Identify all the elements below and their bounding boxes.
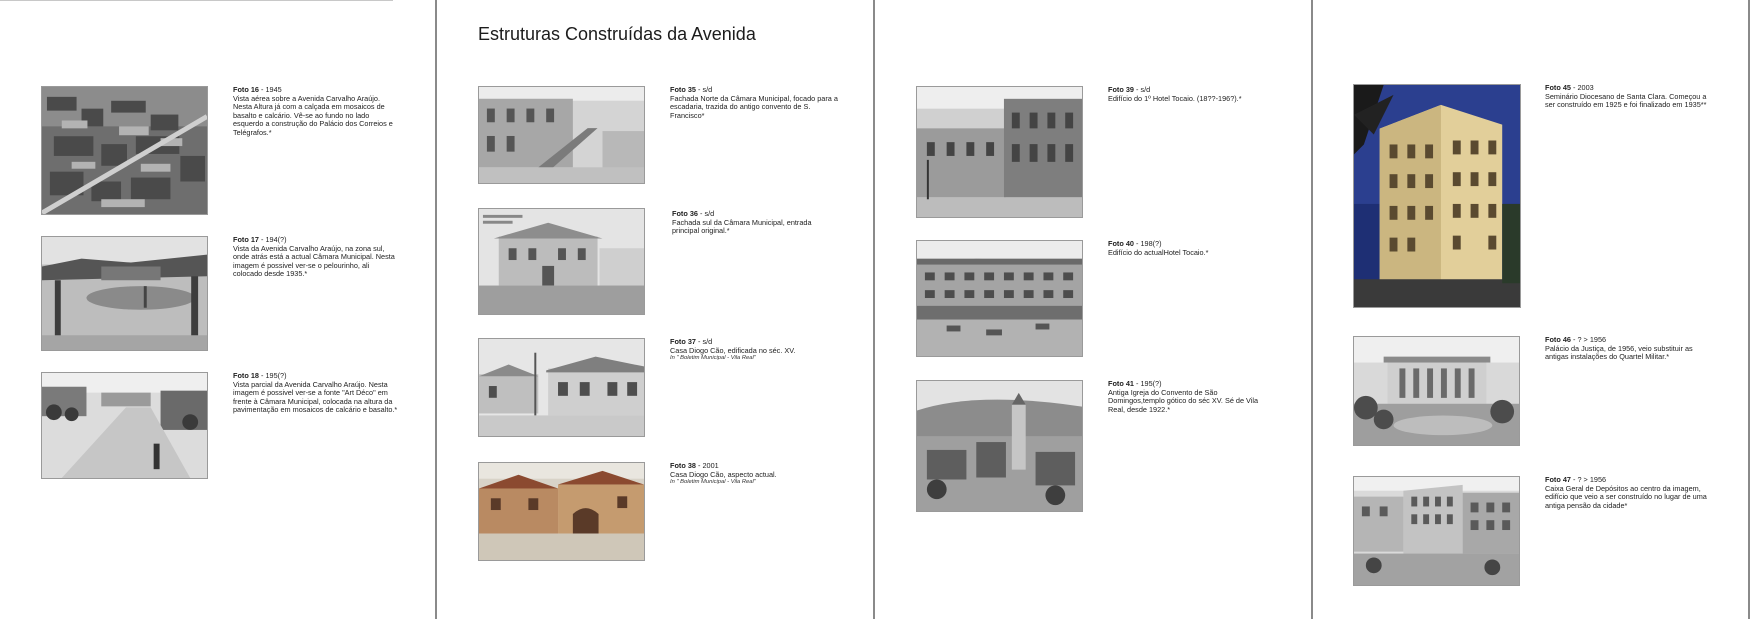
caption-foto-36: Foto 36 - s/d Fachada sul da Câmara Municipal, entrada principal original.* — [672, 210, 840, 236]
page-divider — [435, 0, 437, 619]
photo-17-avenue-south — [41, 236, 208, 351]
photo-date: s/d — [702, 337, 713, 346]
photo-date: 198(?) — [1140, 239, 1162, 248]
photo-date: s/d — [1140, 85, 1151, 94]
photo-number: Foto 47 — [1545, 475, 1571, 484]
photo-number: Foto 41 — [1108, 379, 1134, 388]
photo-number: Foto 46 — [1545, 335, 1571, 344]
photo-date: 194(?) — [265, 235, 287, 244]
photo-number: Foto 17 — [233, 235, 259, 244]
photo-number: Foto 40 — [1108, 239, 1134, 248]
page-top-edge — [0, 0, 393, 1]
photo-date: ? > 1956 — [1577, 335, 1607, 344]
caption-foto-18: Foto 18 - 195(?) Vista parcial da Avenida Carvalho Araújo. Nesta imagem é possivel ver-se a fonte "Art Déco" em frente à Câmara Municipal, colocada na altura da pavimentação em mosaicos de calcário e basalto.* — [233, 371, 398, 415]
page-divider — [873, 0, 875, 619]
photo-description: Vista aérea sobre a Avenida Carvalho Araújo. Nesta Altura já com a calçada em mosaicos de basalto e calcário. Vê-se ao fundo no lado esquerdo a construção do Palácio dos Correios e Telégrafos.* — [233, 93, 393, 137]
photo-date: 1945 — [265, 85, 282, 94]
caption-foto-35: Foto 35 - s/d Fachada Norte da Câmara Municipal, focado para a escadaria, trazida do antigo convento de S. Francisco* — [670, 86, 840, 120]
caption-foto-16: Foto 16 - 1945 Vista aérea sobre a Avenida Carvalho Araújo. Nesta Altura já com a calçada em mosaicos de basalto e calcário. Vê-se ao fundo no lado esquerdo a construção do Palácio dos Correios e Telégrafos.* — [233, 86, 398, 138]
photo-date: 2001 — [702, 461, 719, 470]
photo-40-hotel-tocaio-current — [916, 240, 1083, 357]
photo-38-casa-diogo-cao-current — [478, 462, 645, 561]
photo-number: Foto 45 — [1545, 83, 1571, 92]
photo-16-aerial-view — [41, 86, 208, 215]
photo-date: s/d — [704, 209, 715, 218]
photo-description: Palácio da Justiça, de 1956, veio substituir as antigas instalações do Quartel Militar.* — [1545, 343, 1693, 362]
photo-date: 2003 — [1577, 83, 1594, 92]
photo-description: Vista parcial da Avenida Carvalho Araújo. Nesta imagem é possivel ver-se a fonte "Art Déco" em frente à Câmara Municipal, colocada na altura da pavimentação em mosaicos de calcário e basalto.* — [233, 379, 398, 415]
caption-foto-17: Foto 17 - 194(?) Vista da Avenida Carvalho Araújo, na zona sul, onde atrás está a actual Câmara Municipal. Nesta imagem é possivel ver-se o pelourinho, ali colocado desde 1935.* — [233, 236, 398, 279]
photo-number: Foto 39 — [1108, 85, 1134, 94]
photo-18-avenue-partial — [41, 372, 208, 479]
photo-description: Fachada Norte da Câmara Municipal, focado para a escadaria, trazida do antigo convento de S. Francisco* — [670, 93, 838, 120]
photo-45-seminario-santa-clara — [1353, 84, 1521, 308]
photo-37-casa-diogo-cao-old — [478, 338, 645, 437]
photo-number: Foto 16 — [233, 85, 259, 94]
photo-description: Fachada sul da Câmara Municipal, entrada principal original.* — [672, 217, 812, 236]
photo-47-caixa-geral-depositos — [1353, 476, 1520, 586]
photo-number: Foto 18 — [233, 371, 259, 380]
photo-description: Caixa Geral de Depósitos ao centro da imagem, edifício que veio a ser construído no lugar de uma antiga pensão da cidade* — [1545, 483, 1707, 510]
page-divider — [1311, 0, 1313, 619]
photo-46-palacio-justica — [1353, 336, 1520, 446]
caption-foto-37: Foto 37 - s/d Casa Diogo Cão, edificada no séc. XV. In " Boletim Municipal - Vila Real" — [670, 338, 840, 362]
caption-foto-40: Foto 40 - 198(?) Edifício do actualHotel Tocaio.* — [1108, 240, 1278, 257]
caption-foto-46: Foto 46 - ? > 1956 Palácio da Justiça, de 1956, veio substituir as antigas instalações do Quartel Militar.* — [1545, 336, 1715, 362]
photo-description: Edifício do 1º Hotel Tocaio. (18??-196?).* — [1108, 93, 1242, 103]
caption-foto-41: Foto 41 - 195(?) Antiga Igreja do Convento de São Domingos,templo gótico do séc XV. Sé de Vila Real, desde 1922.* — [1108, 380, 1268, 414]
photo-35-camara-north — [478, 86, 645, 184]
caption-foto-47: Foto 47 - ? > 1956 Caixa Geral de Depósitos ao centro da imagem, edifício que veio a ser construído no lugar de uma antiga pensão da cidade* — [1545, 476, 1715, 510]
photo-description: Casa Diogo Cão, aspecto actual. — [670, 469, 777, 479]
photo-number: Foto 35 — [670, 85, 696, 94]
caption-foto-45: Foto 45 - 2003 Seminário Diocesano de Santa Clara. Começou a ser construído em 1925 e foi finalizado em 1935** — [1545, 84, 1715, 110]
photo-date: 195(?) — [1140, 379, 1162, 388]
caption-foto-38: Foto 38 - 2001 Casa Diogo Cão, aspecto actual. In " Boletim Municipal - Vila Real" — [670, 462, 840, 486]
photo-39-hotel-tocaio-first — [916, 86, 1083, 218]
photo-date: 195(?) — [265, 371, 287, 380]
photo-date: s/d — [702, 85, 713, 94]
photo-41-se-vila-real — [916, 380, 1083, 512]
photo-description: Seminário Diocesano de Santa Clara. Começou a ser construído em 1925 e foi finalizado em 1935** — [1545, 91, 1707, 110]
photo-number: Foto 38 — [670, 461, 696, 470]
photo-description: Antiga Igreja do Convento de São Domingos,templo gótico do séc XV. Sé de Vila Real, desde 1922.* — [1108, 387, 1259, 414]
photo-source: In " Boletim Municipal - Vila Real" — [670, 479, 756, 486]
caption-foto-39: Foto 39 - s/d Edifício do 1º Hotel Tocaio. (18??-196?).* — [1108, 86, 1278, 103]
photo-description: Edifício do actualHotel Tocaio.* — [1108, 247, 1209, 257]
photo-date: ? > 1956 — [1577, 475, 1607, 484]
photo-number: Foto 37 — [670, 337, 696, 346]
page-title: Estruturas Construídas da Avenida — [478, 24, 756, 44]
photo-36-camara-south — [478, 208, 645, 315]
photo-description: Casa Diogo Cão, edificada no séc. XV. — [670, 345, 796, 355]
photo-description: Vista da Avenida Carvalho Araújo, na zona sul, onde atrás está a actual Câmara Municipal. Nesta imagem é possivel ver-se o pelourinho, ali colocado desde 1935.* — [233, 243, 395, 279]
photo-number: Foto 36 — [672, 209, 698, 218]
photo-source: In " Boletim Municipal - Vila Real" — [670, 355, 756, 362]
